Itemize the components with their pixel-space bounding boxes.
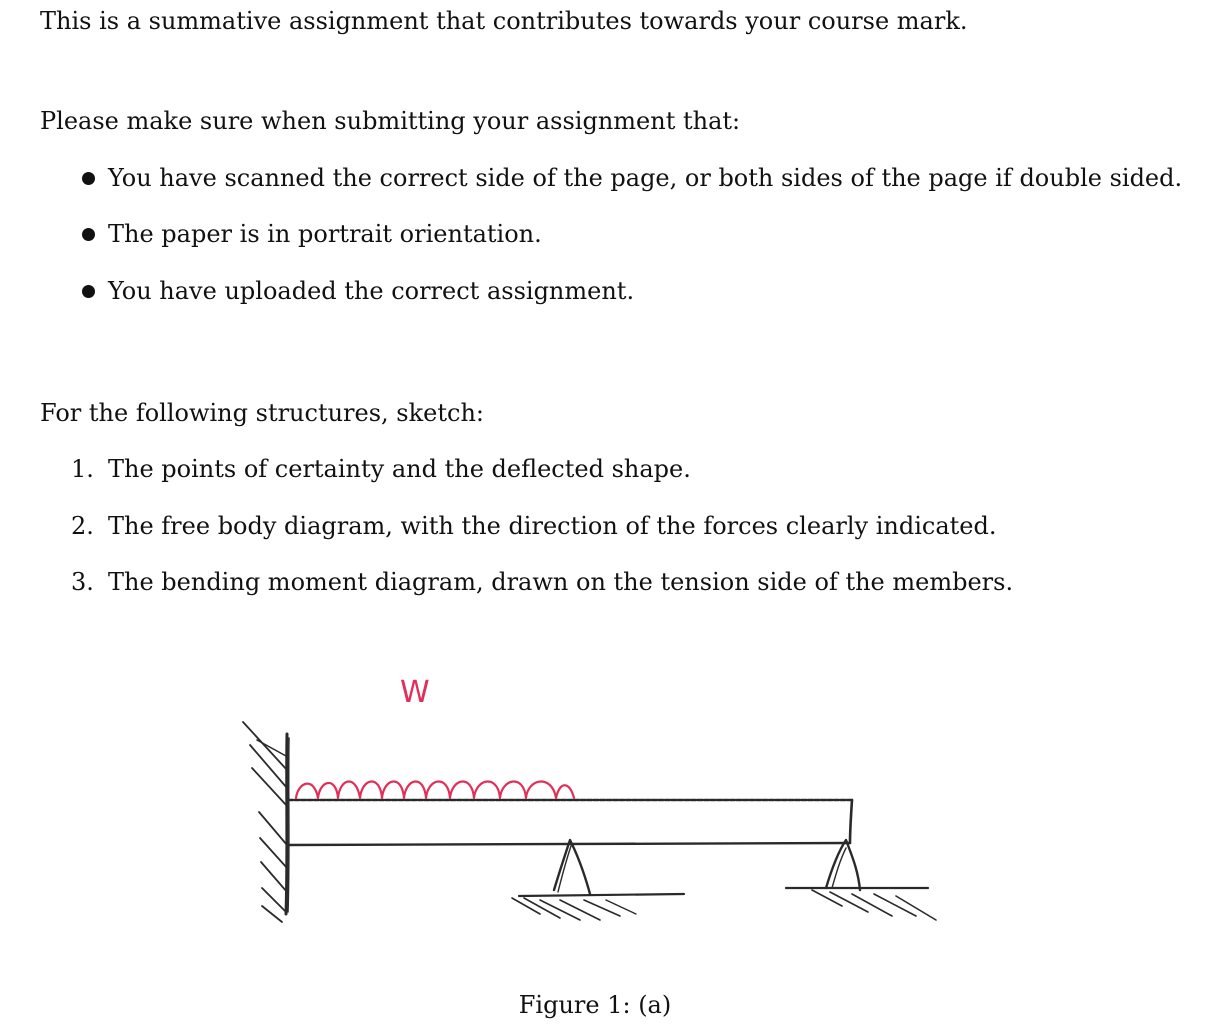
structure-sketch xyxy=(230,655,950,940)
task-item-text: The points of certainty and the deflected shape. xyxy=(108,455,691,483)
bullet-icon xyxy=(82,285,95,298)
pin-support-right xyxy=(786,840,936,920)
summative-notice: This is a summative assignment that contributes towards your course mark. xyxy=(40,7,968,35)
fixed-wall-support xyxy=(243,722,289,922)
task-item-number: 3. xyxy=(71,568,94,596)
checklist-item xyxy=(0,163,1218,193)
task-heading: For the following structures, sketch: xyxy=(40,399,484,427)
task-item xyxy=(0,567,1218,597)
bullet-icon xyxy=(82,228,95,241)
task-item xyxy=(0,511,1218,541)
pin-support-middle xyxy=(512,840,684,920)
checklist-item xyxy=(0,276,1218,306)
checklist-item-text: The paper is in portrait orientation. xyxy=(108,220,542,248)
beam xyxy=(288,800,852,845)
checklist-item-text: You have uploaded the correct assignment. xyxy=(108,277,635,305)
task-item-text: The bending moment diagram, drawn on the tension side of the members. xyxy=(108,568,1014,596)
checklist-item-text: You have scanned the correct side of the page, or both sides of the page if double sided. xyxy=(108,164,1183,192)
submission-heading: Please make sure when submitting your assignment that: xyxy=(40,107,741,135)
figure-caption: Figure 1: (a) xyxy=(518,991,672,1019)
task-item xyxy=(0,454,1218,484)
task-item-number: 2. xyxy=(71,512,94,540)
task-item-number: 1. xyxy=(71,455,94,483)
task-item-text: The free body diagram, with the direction of the forces clearly indicated. xyxy=(108,512,997,540)
distributed-load xyxy=(296,781,574,798)
checklist-item xyxy=(0,219,1218,249)
load-label: W xyxy=(400,675,430,710)
bullet-icon xyxy=(82,172,95,185)
